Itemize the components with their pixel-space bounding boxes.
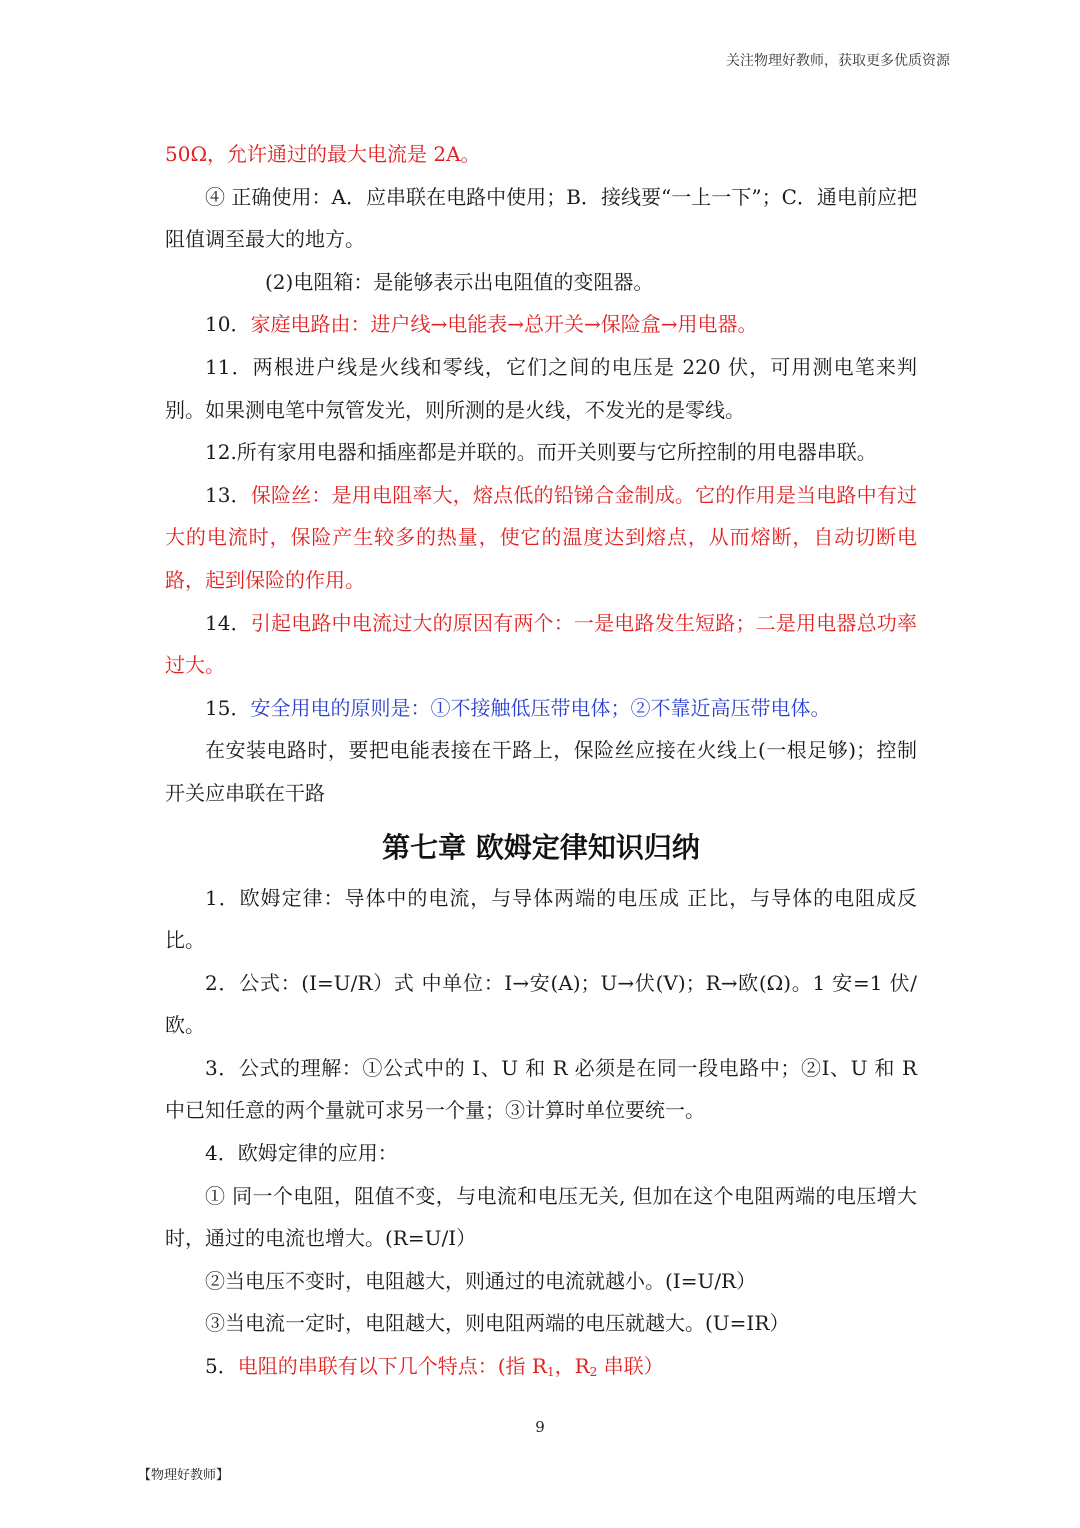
item-11: 11．两根进户线是火线和零线，它们之间的电压是 220 伏，可用测电笔来判别。如果测电笔中氖管发光，则所测的是火线，不发光的是零线。 (165, 354, 917, 422)
page-content (165, 133, 917, 1388)
ohm-item-2: 2．公式：(I=U/R）式 中单位：I→安(A)；U→伏(V)；R→欧(Ω)。1 安=1 伏/欧。 (165, 970, 917, 1038)
chapter-title: 第七章 欧姆定律知识归纳 (382, 830, 700, 864)
installation-note: 在安装电路时，要把电能表接在干路上，保险丝应接在火线上(一根足够)；控制开关应串联在干路 (165, 738, 917, 805)
item-14-text: 引起电路中电流过大的原因有两个：一是电路发生短路；二是用电器总功率过大。 (165, 610, 918, 678)
line-resistance-box: (2)电阻箱：是能够表示出电阻值的变阻器。 (265, 269, 654, 294)
item-15-text: 安全用电的原则是：①不接触低压带电体；②不靠近高压带电体。 (250, 695, 831, 720)
item-13-text: 保险丝：是用电阻率大，熔点低的铅锑合金制成。它的作用是当电路中有过大的电流时，保险产生较多的热量，使它的温度达到熔点，从而熔断，自动切断电路，起到保险的作用。 (165, 482, 918, 592)
item-13-number: 13． (205, 482, 251, 507)
ohm-item-4c: ③当电流一定时，电阻越大，则电阻两端的电压就越大。(U=IR） (205, 1311, 790, 1336)
series-text-a: 电阻的串联有以下几个特点：(指 R (237, 1354, 547, 1379)
subscript-1: 1 (546, 1365, 555, 1380)
page-number: 9 (535, 1418, 545, 1436)
series-text-b: ，R (554, 1354, 590, 1379)
footer-brand: 【物理好教师】 (138, 1468, 230, 1483)
item-14 (165, 602, 917, 687)
item-10-text: 家庭电路由：进户线→电能表→总开关→保险盒→用电器。 (250, 312, 758, 337)
item-10-number: 10． (205, 312, 251, 337)
item-15-number: 15． (205, 695, 251, 720)
ohm-item-4: 4．欧姆定律的应用： (205, 1141, 398, 1166)
line-rheostat-usage: ④ 正确使用：A．应串联在电路中使用；B．接线要“一上一下”；C．通电前应把阻值调至最大的地方。 (165, 184, 917, 252)
ohm-item-1: 1．欧姆定律：导体中的电流，与导体两端的电压成 正比，与导体的电阻成反比。 (165, 885, 917, 953)
ohm-item-3: 3．公式的理解：①公式中的 I、U 和 R 必须是在同一段电路中；②I、U 和 R 中已知任意的两个量就可求另一个量；③计算时单位要统一。 (165, 1055, 917, 1123)
ohm-item-4b: ②当电压不变时，电阻越大，则通过的电流就越小。(I=U/R） (205, 1268, 757, 1293)
ohm-item-5-number: 5． (205, 1354, 238, 1379)
item-12: 12.所有家用电器和插座都是并联的。而开关则要与它所控制的用电器串联。 (205, 440, 877, 465)
line-rheostat-rating: 50Ω，允许通过的最大电流是 2A。 (165, 142, 481, 166)
series-text-c: 串联） (597, 1354, 664, 1379)
item-14-number: 14． (205, 610, 251, 635)
item-15 (165, 687, 917, 730)
header-note: 关注物理好教师，获取更多优质资源 (726, 53, 950, 69)
ohm-item-5-text (238, 1354, 664, 1378)
subscript-2: 2 (589, 1365, 598, 1380)
item-10 (165, 303, 917, 346)
ohm-item-4a: ① 同一个电阻，阻值不变，与电流和电压无关, 但加在这个电阻两端的电压增大时，通过的电流也增大。(R=U/I） (165, 1183, 917, 1251)
item-13 (165, 474, 917, 602)
ohm-item-5 (165, 1345, 917, 1388)
